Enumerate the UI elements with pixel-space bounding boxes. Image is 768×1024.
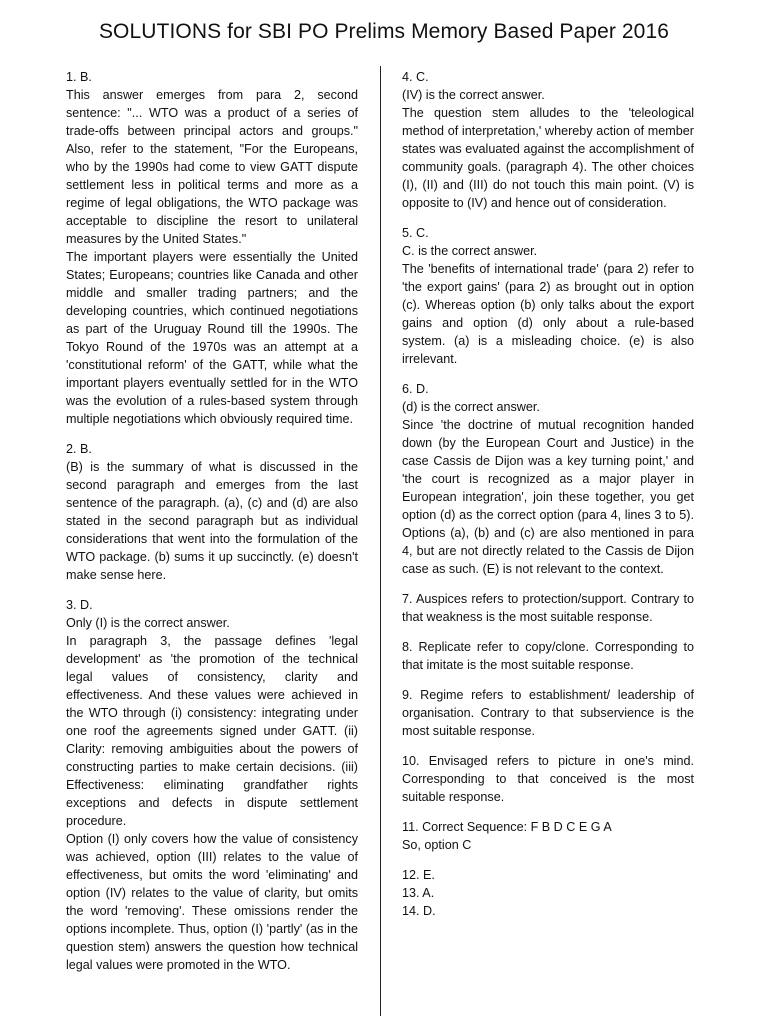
answer-3 — [66, 596, 358, 974]
answer-text: (B) is the summary of what is discussed in the second paragraph and emerges from the last sentence of the paragraph. (a), (c) and (d) are also stated in the second paragraph but as individual considerations that went into the formulation of the WTO package. (b) sums it up succinctly. (e) doesn't make sense here. — [66, 460, 358, 582]
answer-text: Only (I) is the correct answer. — [66, 616, 230, 630]
answer-number: 1. B. — [66, 70, 92, 84]
answer-11 — [402, 818, 694, 854]
answer-text: 7. Auspices refers to protection/support. Contrary to that weakness is the most suitable response. — [402, 592, 694, 624]
answer-text: 13. A. — [402, 886, 435, 900]
answer-9 — [402, 686, 694, 740]
answer-text: This answer emerges from para 2, second sentence: "... WTO was a product of a series of trade-offs between principal actors and groups." Also, refer to the statement, "For the Europeans, who by the 1990s had come to view GATT dispute settlement less in political terms and more as a regime of legal obligations, the WTO package was acceptable to discipline the resort to unilateral measures by the United States." — [66, 88, 358, 246]
answer-text: C. is the correct answer. — [402, 244, 538, 258]
answer-text: 9. Regime refers to establishment/ leadership of organisation. Contrary to that subservience is the most suitable response. — [402, 688, 694, 738]
answer-text: (IV) is the correct answer. — [402, 88, 545, 102]
answer-2 — [66, 440, 358, 584]
page-title: SOLUTIONS for SBI PO Prelims Memory Based Paper 2016 — [98, 20, 670, 43]
answer-number: 2. B. — [66, 442, 92, 456]
answer-text: The important players were essentially the United States; Europeans; countries like Canada and other middle and smaller trading partners; and the developing countries, which continued negotiations as part of the Uruguay Round till the 1990s. The Tokyo Round of the 1970s was an attempt at a 'constitutional reform' of the GATT, while what the important players eventually settled for in the WTO was the evolution of a rules-based system through multiple negotiations which obviously required time. — [66, 250, 358, 426]
answer-4 — [402, 68, 694, 212]
answer-number: 4. C. — [402, 70, 429, 84]
answer-text: The question stem alludes to the 'teleological method of interpretation,' whereby action of member states was evaluated against the accomplishment of community goals. (paragraph 4). The other choices (I), (II) and (III) do not touch this main point. (V) is opposite to (IV) and hence out of consideration. — [402, 106, 694, 210]
answer-5 — [402, 224, 694, 368]
answer-text: 8. Replicate refer to copy/clone. Corresponding to that imitate is the most suitable response. — [402, 640, 694, 672]
column-divider — [380, 66, 381, 1016]
answer-text: Since 'the doctrine of mutual recognition handed down (by the European Court and Justice) in the case Cassis de Dijon was a key turning point,' and 'the court is recognized as a major player in European integration', join these together, you get option (d) as the correct option (para 4, lines 3 to 5). Options (a), (b) and (c) are also mentioned in para 4, but are not directly related to the Cassis de Dijon case as such. (E) is not relevant to the context. — [402, 418, 694, 576]
answer-text: Option (I) only covers how the value of consistency was achieved, option (III) relates to the value of effectiveness, but omits the word 'eliminating' and option (IV) relates to the value of clarity, but omits the word 'removing'. These omissions render the options incomplete. Thus, option (I) 'partly' (as in the question stem) answers the question how technical legal values were promoted in the WTO. — [66, 832, 358, 972]
answer-text: (d) is the correct answer. — [402, 400, 540, 414]
answer-10 — [402, 752, 694, 806]
answer-text: 14. D. — [402, 904, 436, 918]
answer-text: The 'benefits of international trade' (para 2) refer to 'the export gains' (para 2) as brought out in option (c). Whereas option (b) only talks about the export gains and option (d) only about a rule-based system. (a) is a misleading choice. (e) is also irrelevant. — [402, 262, 694, 366]
answer-text: 12. E. — [402, 868, 435, 882]
answer-number: 5. C. — [402, 226, 429, 240]
answer-8 — [402, 638, 694, 674]
answers-12-14 — [402, 866, 694, 920]
answer-1 — [66, 68, 358, 428]
right-column — [402, 68, 694, 932]
answer-number: 6. D. — [402, 382, 429, 396]
answer-number: 3. D. — [66, 598, 93, 612]
answer-text: So, option C — [402, 838, 472, 852]
answer-text: 11. Correct Sequence: F B D C E G A — [402, 820, 612, 834]
answer-text: In paragraph 3, the passage defines 'legal development' as 'the promotion of the technical legal values of consistency, clarity and effectiveness. And these values were achieved in the WTO through (i) consistency: integrating under one roof the agreements signed under GATT. (ii) Clarity: removing ambiguities about the powers of constructing parties to make certain decisions. (iii) Effectiveness: eliminating grandfather rights exceptions and defects in dispute settlement procedure. — [66, 634, 358, 828]
left-column — [66, 68, 358, 986]
answer-6 — [402, 380, 694, 578]
answer-7 — [402, 590, 694, 626]
answer-text: 10. Envisaged refers to picture in one's mind. Corresponding to that conceived is the most suitable response. — [402, 754, 694, 804]
